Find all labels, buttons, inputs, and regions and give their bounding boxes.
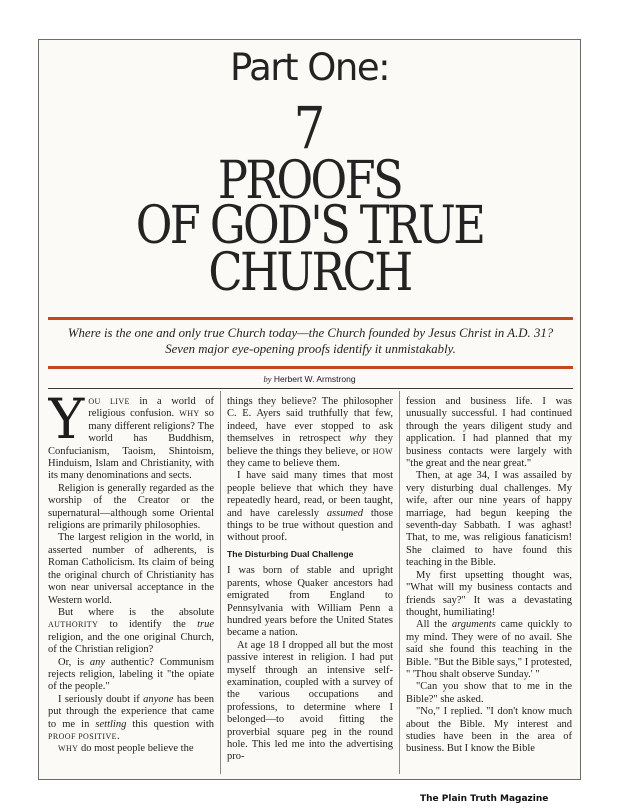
- byline-by: by: [263, 374, 272, 384]
- paragraph: My first upsetting thought was, "What will my business contacts and friends say?" It was a devastating thought, humiliating!: [406, 569, 572, 618]
- paragraph: fession and business life. I was unusually successful. I had continued through the years diligent study and application. I had planned that my business contacts were largely with "the great and the near great.": [406, 396, 572, 470]
- paragraph: things they believe? The philosopher C. E. Ayers said truthfully that few, indeed, have ever stopped to ask themselves in retrospect why they believe the things they believe, or HOW they came to believe them.: [227, 396, 393, 470]
- part-label: Part One:: [229, 46, 390, 89]
- headline-line-1: PROOFS: [217, 151, 402, 211]
- paragraph: Or, is any authentic? Communism rejects religion, labeling it "the opiate of the people.": [48, 656, 214, 693]
- article-column-3: [406, 396, 572, 776]
- paragraph: "Can you show that to me in the Bible?" she asked.: [406, 681, 572, 705]
- paragraph: But where is the absolute AUTHORITY to identify the true religion, and the one original Church, of the Christian religion?: [48, 606, 214, 656]
- deck-line-1: Where is the one and only true Church today—the Church founded by Jesus Christ in A.D. 31?: [67, 326, 554, 340]
- paragraph: The largest religion in the world, in asserted number of adherents, is Roman Catholicism. Its claim of being the original church of Christianity has won near universal acceptance in the Western world.: [48, 532, 214, 606]
- headline-line-2: OF GOD'S TRUE: [135, 196, 484, 256]
- column-divider-1: [220, 391, 221, 774]
- article-column-2: [227, 396, 393, 776]
- paragraph: All the arguments came quickly to my mind. They were of no avail. She said she found this teaching in the Bible. "But the Bible says," I protested, " 'Thou shalt observe Sunday.' ": [406, 619, 572, 680]
- paragraph: I was born of stable and upright parents, whose Quaker ancestors had emigrated from England to Pennsylvania with William Penn a hundred years before the United States became a nation.: [227, 565, 393, 639]
- drop-cap: Y: [48, 396, 85, 451]
- subheading: The Disturbing Dual Challenge: [227, 548, 354, 559]
- paragraph: Religion is generally regarded as the worship of the Creator or the supernatural—although some Oriental religions are primarily philosophies.: [48, 482, 214, 532]
- paragraph: At age 18 I dropped all but the most passive interest in religion. I had put myself through an intensive self-examination, coupled with a survey of the various occupations and professions, to determine where I belonged—to avoid fitting the proverbial square peg in the round hole. This led me into the advertising pro-: [227, 639, 393, 763]
- byline-author: Herbert W. Armstrong: [273, 374, 356, 384]
- deck-text: [45, 325, 576, 357]
- byline-rule: [48, 388, 573, 389]
- magazine-page: [38, 39, 581, 780]
- column-divider-2: [399, 391, 400, 774]
- article-column-1: [48, 396, 214, 776]
- headline-number: 7: [293, 94, 326, 162]
- headline-line-3: CHURCH: [208, 243, 411, 303]
- source-credit: The Plain Truth Magazine: [420, 794, 549, 804]
- top-accent-rule: [48, 317, 573, 320]
- paragraph: WHY do most people believe the: [58, 743, 194, 755]
- byline: [39, 374, 580, 384]
- deck-line-2: Seven major eye-opening proofs identify it unmistakably.: [165, 342, 456, 356]
- bottom-accent-rule: [48, 366, 573, 369]
- paragraph: "No," I replied. "I don't know much about the Bible. My interest and studies have been in the area of business. But I know the Bible: [406, 706, 572, 755]
- paragraph: YOU LIVE in a world of religious confusion. WHY so many different religions? The world has Buddhism, Confucianism, Taoism, Shintoism, Hinduism, Islam and Christianity, with its many denominations and sects.: [48, 396, 214, 482]
- paragraph: I have said many times that most people believe that which they have repeatedly heard, read, or been taught, and have carelessly assumed those things to be true without question and without proof.: [227, 470, 393, 544]
- paragraph: I seriously doubt if anyone has been put through the experience that came to me in settling this question with PROOF POSITIVE.: [48, 693, 214, 742]
- paragraph: Then, at age 34, I was assailed by very disturbing dual challenges. My wife, after our nine years of happy marriage, had begun keeping the seventh-day Sabbath. I was aghast! That, to me, was religious fanaticism! She claimed to have found this teaching in the Bible.: [406, 470, 572, 569]
